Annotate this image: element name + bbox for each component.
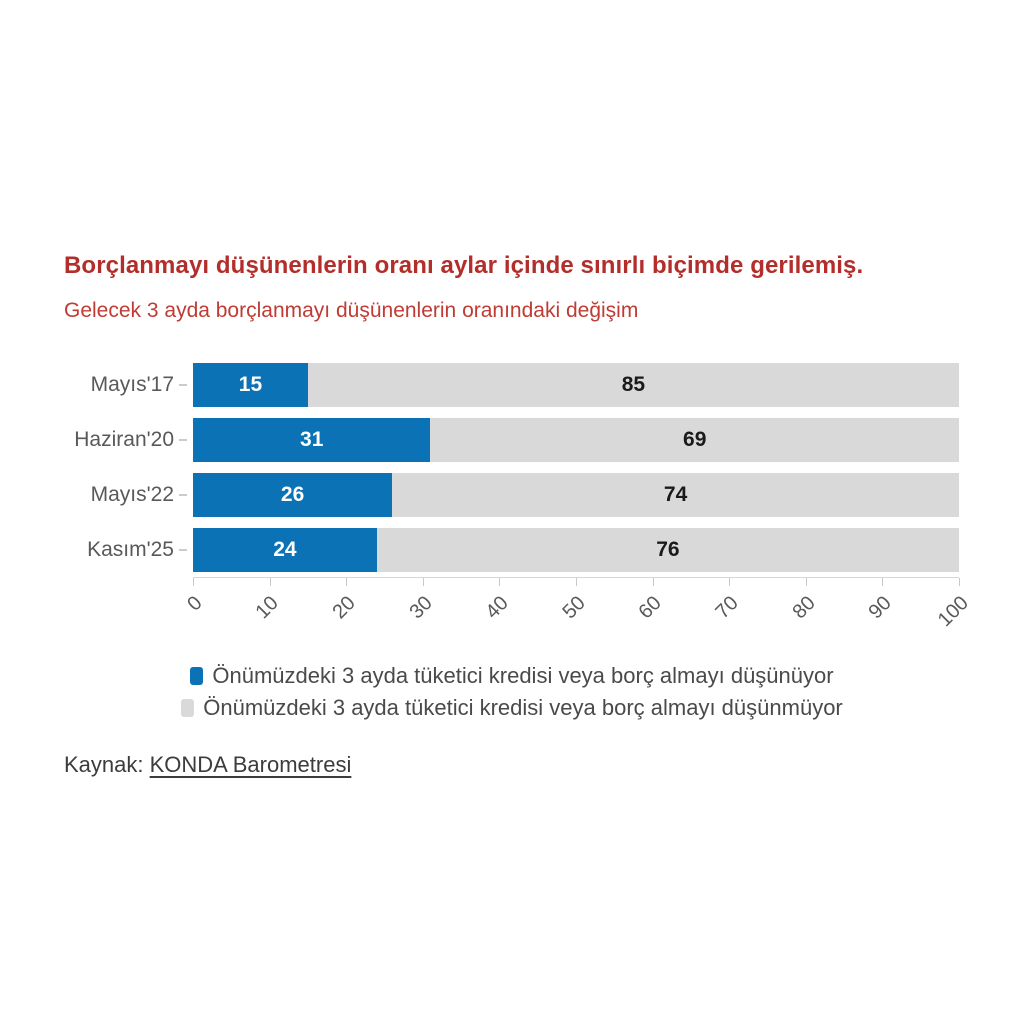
x-axis-tick xyxy=(576,578,577,586)
bar-row xyxy=(64,418,959,462)
bar-row xyxy=(64,528,959,572)
bar-segment xyxy=(308,363,959,407)
bar-segment xyxy=(392,473,959,517)
x-axis-label: 50 xyxy=(558,592,590,624)
x-axis-label: 100 xyxy=(933,592,973,632)
x-axis-label: 70 xyxy=(711,592,743,624)
bar-value-label: 85 xyxy=(621,373,646,396)
bar-segment xyxy=(193,418,430,462)
bar-row xyxy=(64,473,959,517)
bar-value-label: 31 xyxy=(300,428,324,451)
source-prefix: Kaynak: xyxy=(64,752,144,777)
x-axis-tick xyxy=(729,578,730,586)
bar-value-label: 15 xyxy=(238,373,263,396)
bar-segment xyxy=(430,418,959,462)
x-axis-tick xyxy=(193,578,194,586)
bar-value-label: 76 xyxy=(656,538,680,561)
bar-value-label: 26 xyxy=(280,483,305,506)
y-axis-tick xyxy=(179,549,187,551)
x-axis-tick xyxy=(806,578,807,586)
x-axis-label: 40 xyxy=(481,592,513,624)
y-axis-tick xyxy=(179,439,187,441)
bar-track xyxy=(193,528,959,572)
bar-rows xyxy=(64,363,959,572)
x-axis-tick xyxy=(499,578,500,586)
x-axis-tick xyxy=(653,578,654,586)
x-axis-label: 20 xyxy=(328,592,360,624)
bar-value-label: 69 xyxy=(683,428,707,451)
bar-segment xyxy=(377,528,959,572)
bar-row xyxy=(64,363,959,407)
x-axis-tick xyxy=(346,578,347,586)
legend-label: Önümüzdeki 3 ayda tüketici kredisi veya borç almayı düşünüyor xyxy=(212,663,834,688)
x-axis-label: 0 xyxy=(183,592,207,616)
x-axis-tick xyxy=(882,578,883,586)
category-label: Mayıs'22 xyxy=(90,483,174,506)
x-axis-label: 10 xyxy=(251,592,284,624)
bar-segment xyxy=(193,528,377,572)
source-link[interactable]: KONDA Barometresi xyxy=(149,752,352,777)
legend-item xyxy=(190,663,833,689)
x-axis-label: 80 xyxy=(788,592,820,624)
category-label: Kasım'25 xyxy=(87,538,174,561)
x-axis-tick xyxy=(270,578,271,586)
x-axis-tick xyxy=(959,578,960,586)
y-axis-tick xyxy=(179,384,187,386)
legend-label: Önümüzdeki 3 ayda tüketici kredisi veya borç almayı düşünmüyor xyxy=(203,695,843,720)
y-axis-tick xyxy=(179,494,187,496)
x-axis-label: 30 xyxy=(405,592,437,624)
category-label: Haziran'20 xyxy=(74,428,174,451)
legend xyxy=(0,663,1024,721)
chart-subtitle: Gelecek 3 ayda borçlanmayı düşünenlerin oranındaki değişim xyxy=(64,299,639,322)
legend-swatch xyxy=(190,667,203,685)
chart-title: Borçlanmayı düşünenlerin oranı aylar içinde sınırlı biçimde gerilemiş. xyxy=(64,252,864,279)
x-axis xyxy=(183,577,973,647)
bar-segment xyxy=(193,473,392,517)
bar-value-label: 24 xyxy=(273,538,297,561)
bar-track xyxy=(193,363,959,407)
legend-item xyxy=(181,695,843,721)
x-axis-tick xyxy=(423,578,424,586)
legend-swatch xyxy=(181,699,194,717)
x-axis-label: 60 xyxy=(634,592,667,624)
x-axis-label: 90 xyxy=(864,592,896,624)
bar-segment xyxy=(193,363,308,407)
bar-value-label: 74 xyxy=(663,483,688,506)
source-line xyxy=(64,752,351,778)
bar-track xyxy=(193,473,959,517)
bar-track xyxy=(193,418,959,462)
category-label: Mayıs'17 xyxy=(90,373,174,396)
